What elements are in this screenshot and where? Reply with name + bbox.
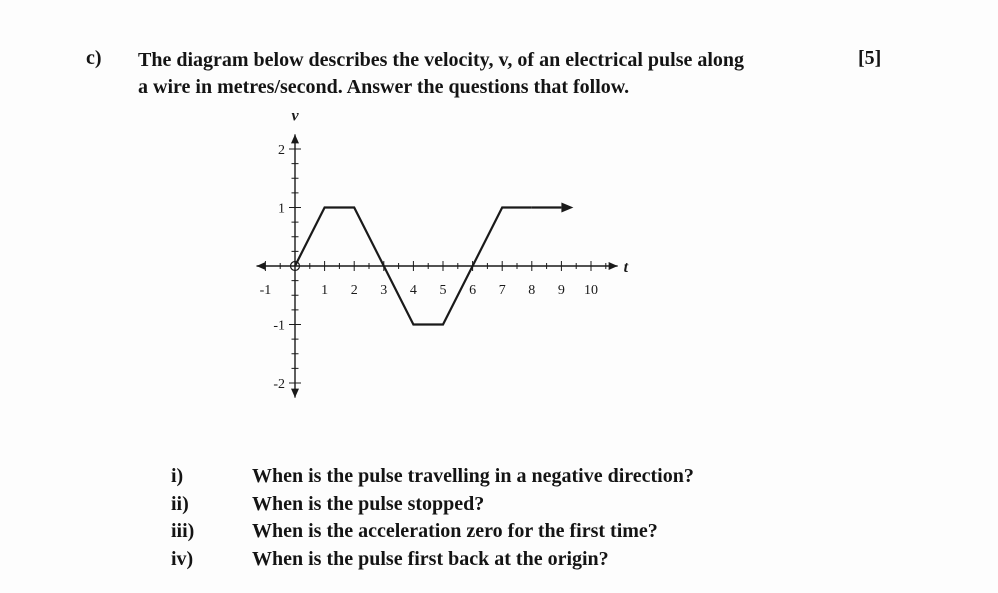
marks-label: [5] [858, 47, 882, 69]
question-number: i) [171, 465, 184, 487]
x-tick-label: 8 [528, 283, 536, 298]
question-item [171, 546, 694, 574]
question-number: iv) [171, 547, 194, 570]
x-tick-label: 2 [350, 283, 358, 298]
x-tick-label: -1 [259, 283, 272, 298]
y-tick-label: 1 [278, 201, 285, 217]
x-tick-label: 7 [498, 283, 506, 298]
question-item [171, 491, 694, 519]
intro-line-1: The diagram below describes the velocity, v, of an electrical pulse along [138, 49, 745, 71]
y-axis-bottom-arrow [291, 389, 299, 398]
x-tick-label: 6 [469, 283, 477, 298]
x-tick-label: 3 [380, 283, 388, 298]
question-item [171, 463, 694, 491]
question-item [171, 518, 694, 546]
question-text: When is the acceleration zero for the first time? [252, 520, 658, 542]
x-tick-label: 1 [321, 283, 329, 298]
x-tick-label: 5 [439, 283, 447, 298]
question-text: When is the pulse stopped? [252, 492, 485, 515]
y-axis-label: v [291, 107, 299, 125]
velocity-arrowhead [561, 203, 573, 213]
question-list [171, 463, 694, 573]
y-tick-label: -2 [273, 377, 285, 392]
question-label: c) [86, 47, 102, 69]
question-text: When is the pulse travelling in a negative direction? [252, 465, 694, 487]
x-axis-label: t [623, 259, 629, 276]
y-tick-label: 2 [278, 143, 285, 158]
y-axis-top-arrow [291, 134, 299, 143]
y-tick-label: -1 [273, 318, 285, 334]
question-text: When is the pulse first back at the origin? [252, 547, 609, 570]
x-tick-label: 10 [584, 283, 598, 298]
x-tick-label: 4 [409, 283, 417, 298]
x-tick-label: 9 [557, 283, 565, 298]
question-number: ii) [171, 492, 189, 515]
x-axis-right-arrow [609, 262, 618, 270]
intro-line-2: a wire in metres/second. Answer the questions that follow. [138, 76, 630, 98]
question-number: iii) [171, 520, 195, 542]
x-axis-left-arrow [257, 262, 266, 270]
